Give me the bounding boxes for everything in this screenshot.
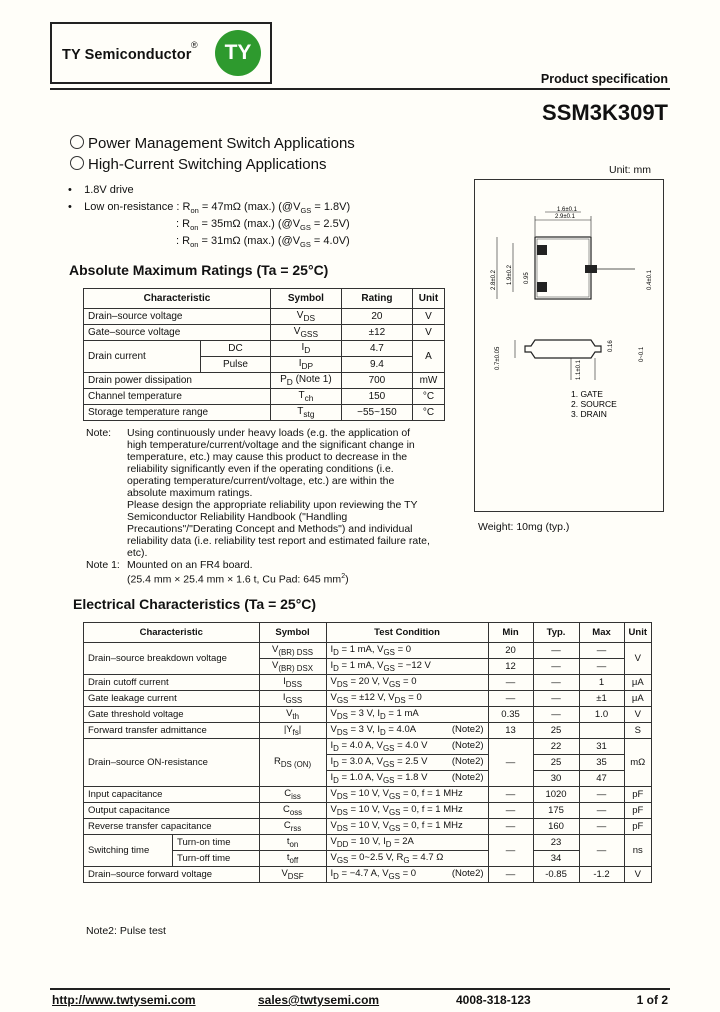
package-weight: Weight: 10mg (typ.) — [478, 521, 570, 533]
table-row: Forward transfer admittance $|Y_{fs}|$ $V_{DS} = 3$ V, $I_D = 4.0A$ (Note2) 13 25 S — [84, 723, 652, 739]
note-label: Note: — [86, 427, 112, 439]
table-row: $V_{(BR) DSX}$ $I_D = 1$ mA, $V_{GS} = -12$ V 12 — — — [84, 659, 652, 675]
table-row: Drain power dissipation $P_D$ (Note 1) 700 mW — [84, 373, 445, 389]
table-row: Drain–source voltage $V_{DS}$ 20 V — [84, 309, 445, 325]
company-name: TY Semiconductor — [62, 47, 192, 63]
header-rule — [50, 88, 670, 90]
pin-drain — [585, 265, 597, 273]
registered-mark: ® — [191, 40, 198, 50]
table-row: Gate leakage current $I_{GSS}$ $V_{GS} = \pm 12$ V, $V_{DS} = 0$ — — ±1 μA — [84, 691, 652, 707]
product-spec-label: Product specification — [540, 72, 668, 86]
pin-source — [537, 282, 547, 292]
col-header: Rating — [341, 289, 412, 309]
part-number: SSM3K309T — [542, 100, 668, 125]
application-1: Power Management Switch Applications — [70, 135, 355, 152]
table-row: Reverse transfer capacitance $C_{rss}$ $V_{DS} = 10$ V, $V_{GS} = 0$, f = 1 MHz — 160 — pF — [84, 819, 652, 835]
table-row: $I_D = 3.0$ A, $V_{GS} = 2.5$ V (Note2) 25 35 — [84, 755, 652, 771]
col-header: Characteristic — [84, 623, 260, 643]
dim-label: 0.4±0.1 — [647, 270, 653, 290]
abs-max-title: Absolute Maximum Ratings (Ta = 25°C) — [69, 262, 329, 278]
package-unit: Unit: mm — [609, 164, 651, 176]
footer-website-link[interactable]: http://www.twtysemi.com — [52, 993, 196, 1007]
table-row: Drain–source ON-resistance $R_{DS (ON)}$ $I_D = 4.0$ A, $V_{GS} = 4.0$ V (Note2) — 22 31 mΩ — [84, 739, 652, 755]
col-header: Typ. — [533, 623, 579, 643]
table-row: $I_D = 1.0$ A, $V_{GS} = 1.8$ V (Note2) 30 47 — [84, 771, 652, 787]
elec-char-title: Electrical Characteristics (Ta = 25°C) — [73, 596, 317, 612]
table-row: Drain current DC $I_D$ 4.7 A — [84, 341, 445, 357]
table-row: Switching time Turn-on time $t_{on}$ $V_{DD} = 10$ V, $I_D = 2A$ — 23 — ns — [84, 835, 652, 851]
col-header: Min — [488, 623, 533, 643]
dim-label: 0.95 — [524, 272, 530, 284]
dim-label: 0.16 — [608, 340, 614, 352]
dim-label: 1.9±0.2 — [507, 265, 513, 285]
abs-max-table — [83, 288, 445, 421]
package-drawing — [475, 180, 663, 511]
col-header: Unit — [624, 623, 651, 643]
package-outline-box — [474, 179, 664, 512]
col-header: Test Condition — [326, 623, 488, 643]
note2: Note2: Pulse test — [86, 925, 166, 937]
table-row: Input capacitance $C_{iss}$ $V_{DS} = 10$ V, $V_{GS} = 0$, f = 1 MHz — 1020 — pF — [84, 787, 652, 803]
table-row: Drain cutoff current $I_{DSS}$ $V_{DS} = 20$ V, $V_{GS} = 0$ — — 1 μA — [84, 675, 652, 691]
pin-gate — [537, 245, 547, 255]
dim-label: 2.8±0.2 — [491, 270, 497, 290]
feature-drive: • 1.8V drive — [68, 184, 134, 196]
col-header: Max — [579, 623, 624, 643]
dim-label: 2.9±0.1 — [555, 214, 575, 220]
table-row: Channel temperature $T_{ch}$ 150 °C — [84, 389, 445, 405]
note-text: Using continuously under heavy loads (e.g. the application of high temperature/current/voltage and the significant change in temperature, etc.) may cause this product to decrease in the reliability significantly even if the operating conditions (i.e. operating temperature/current/voltage, etc.) are within the absolute maximum ratings. Please design the appropriate reliability upon reviewing the TY Semiconductor Reliability Handbook ("Handling Precautions"/"Derating Concept and Methods") and individual reliability data (i.e. reliability test report and estimated failure rate, etc). — [127, 427, 430, 559]
note1-text: Mounted on an FR4 board. (25.4 mm × 25.4 mm × 1.6 t, Cu Pad: 645 $mm^2$) — [127, 559, 349, 586]
package-body-side — [525, 340, 601, 358]
footer-page-number: 1 of 2 — [636, 993, 668, 1007]
table-row: Drain–source breakdown voltage $V_{(BR) DSS}$ $I_D = 1$ mA, $V_{GS} = 0$ 20 — — V — [84, 643, 652, 659]
table-row: Drain–source forward voltage $V_{DSF}$ $I_D = -4.7$ A, $V_{GS} = 0$ (Note2) — -0.85 -1.2 V — [84, 867, 652, 883]
footer-email-link[interactable]: sales@twtysemi.com — [258, 993, 380, 1007]
dim-label: 1.6±0.1 — [557, 207, 577, 213]
application-2: High-Current Switching Applications — [70, 156, 326, 173]
col-header: Unit — [412, 289, 444, 309]
feature-ron-2: : $R_{on} = 35m\Omega$ (max.) $(@V_{GS} = 2.5V)$ — [176, 218, 350, 233]
feature-ron-1: • Low on-resistance : $R_{on} = 47m\Omega$ (max.) $(@V_{GS} = 1.8V)$ — [68, 201, 351, 216]
table-row: Turn-off time $t_{off}$ $V_{GS}$ = 0~2.5 V, $R_G = 4.7$ Ω 34 — [84, 851, 652, 867]
table-row: Pulse $I_{DP}$ 9.4 — [84, 357, 445, 373]
col-header: Characteristic — [84, 289, 271, 309]
pin-label-2: 2. SOURCE — [571, 399, 617, 409]
dim-label: 0~0.1 — [639, 346, 645, 362]
pin-label-3: 3. DRAIN — [571, 409, 607, 419]
footer-phone: 4008-318-123 — [456, 993, 531, 1007]
footer-rule — [50, 988, 670, 990]
table-row: Gate threshold voltage $V_{th}$ $V_{DS} = 3$ V, $I_D = 1$ mA 0.35 — 1.0 V — [84, 707, 652, 723]
dim-label: 0.7±0.05 — [495, 346, 501, 370]
pin-label-1: 1. GATE — [571, 389, 603, 399]
ty-logo: TY — [215, 30, 261, 76]
col-header: Symbol — [259, 623, 326, 643]
dim-label: 1.1±0.1 — [576, 360, 582, 380]
col-header: Symbol — [270, 289, 341, 309]
table-row: Output capacitance $C_{oss}$ $V_{DS} = 10$ V, $V_{GS} = 0$, f = 1 MHz — 175 — pF — [84, 803, 652, 819]
feature-ron-3: : $R_{on} = 31m\Omega$ (max.) $(@V_{GS} = 4.0V)$ — [176, 235, 350, 250]
table-row: Gate–source voltage $V_{GSS}$ ±12 V — [84, 325, 445, 341]
note1-label: Note 1: — [86, 559, 120, 571]
elec-char-table — [83, 622, 652, 883]
table-row: Storage temperature range $T_{stg}$ −55~150 °C — [84, 405, 445, 421]
